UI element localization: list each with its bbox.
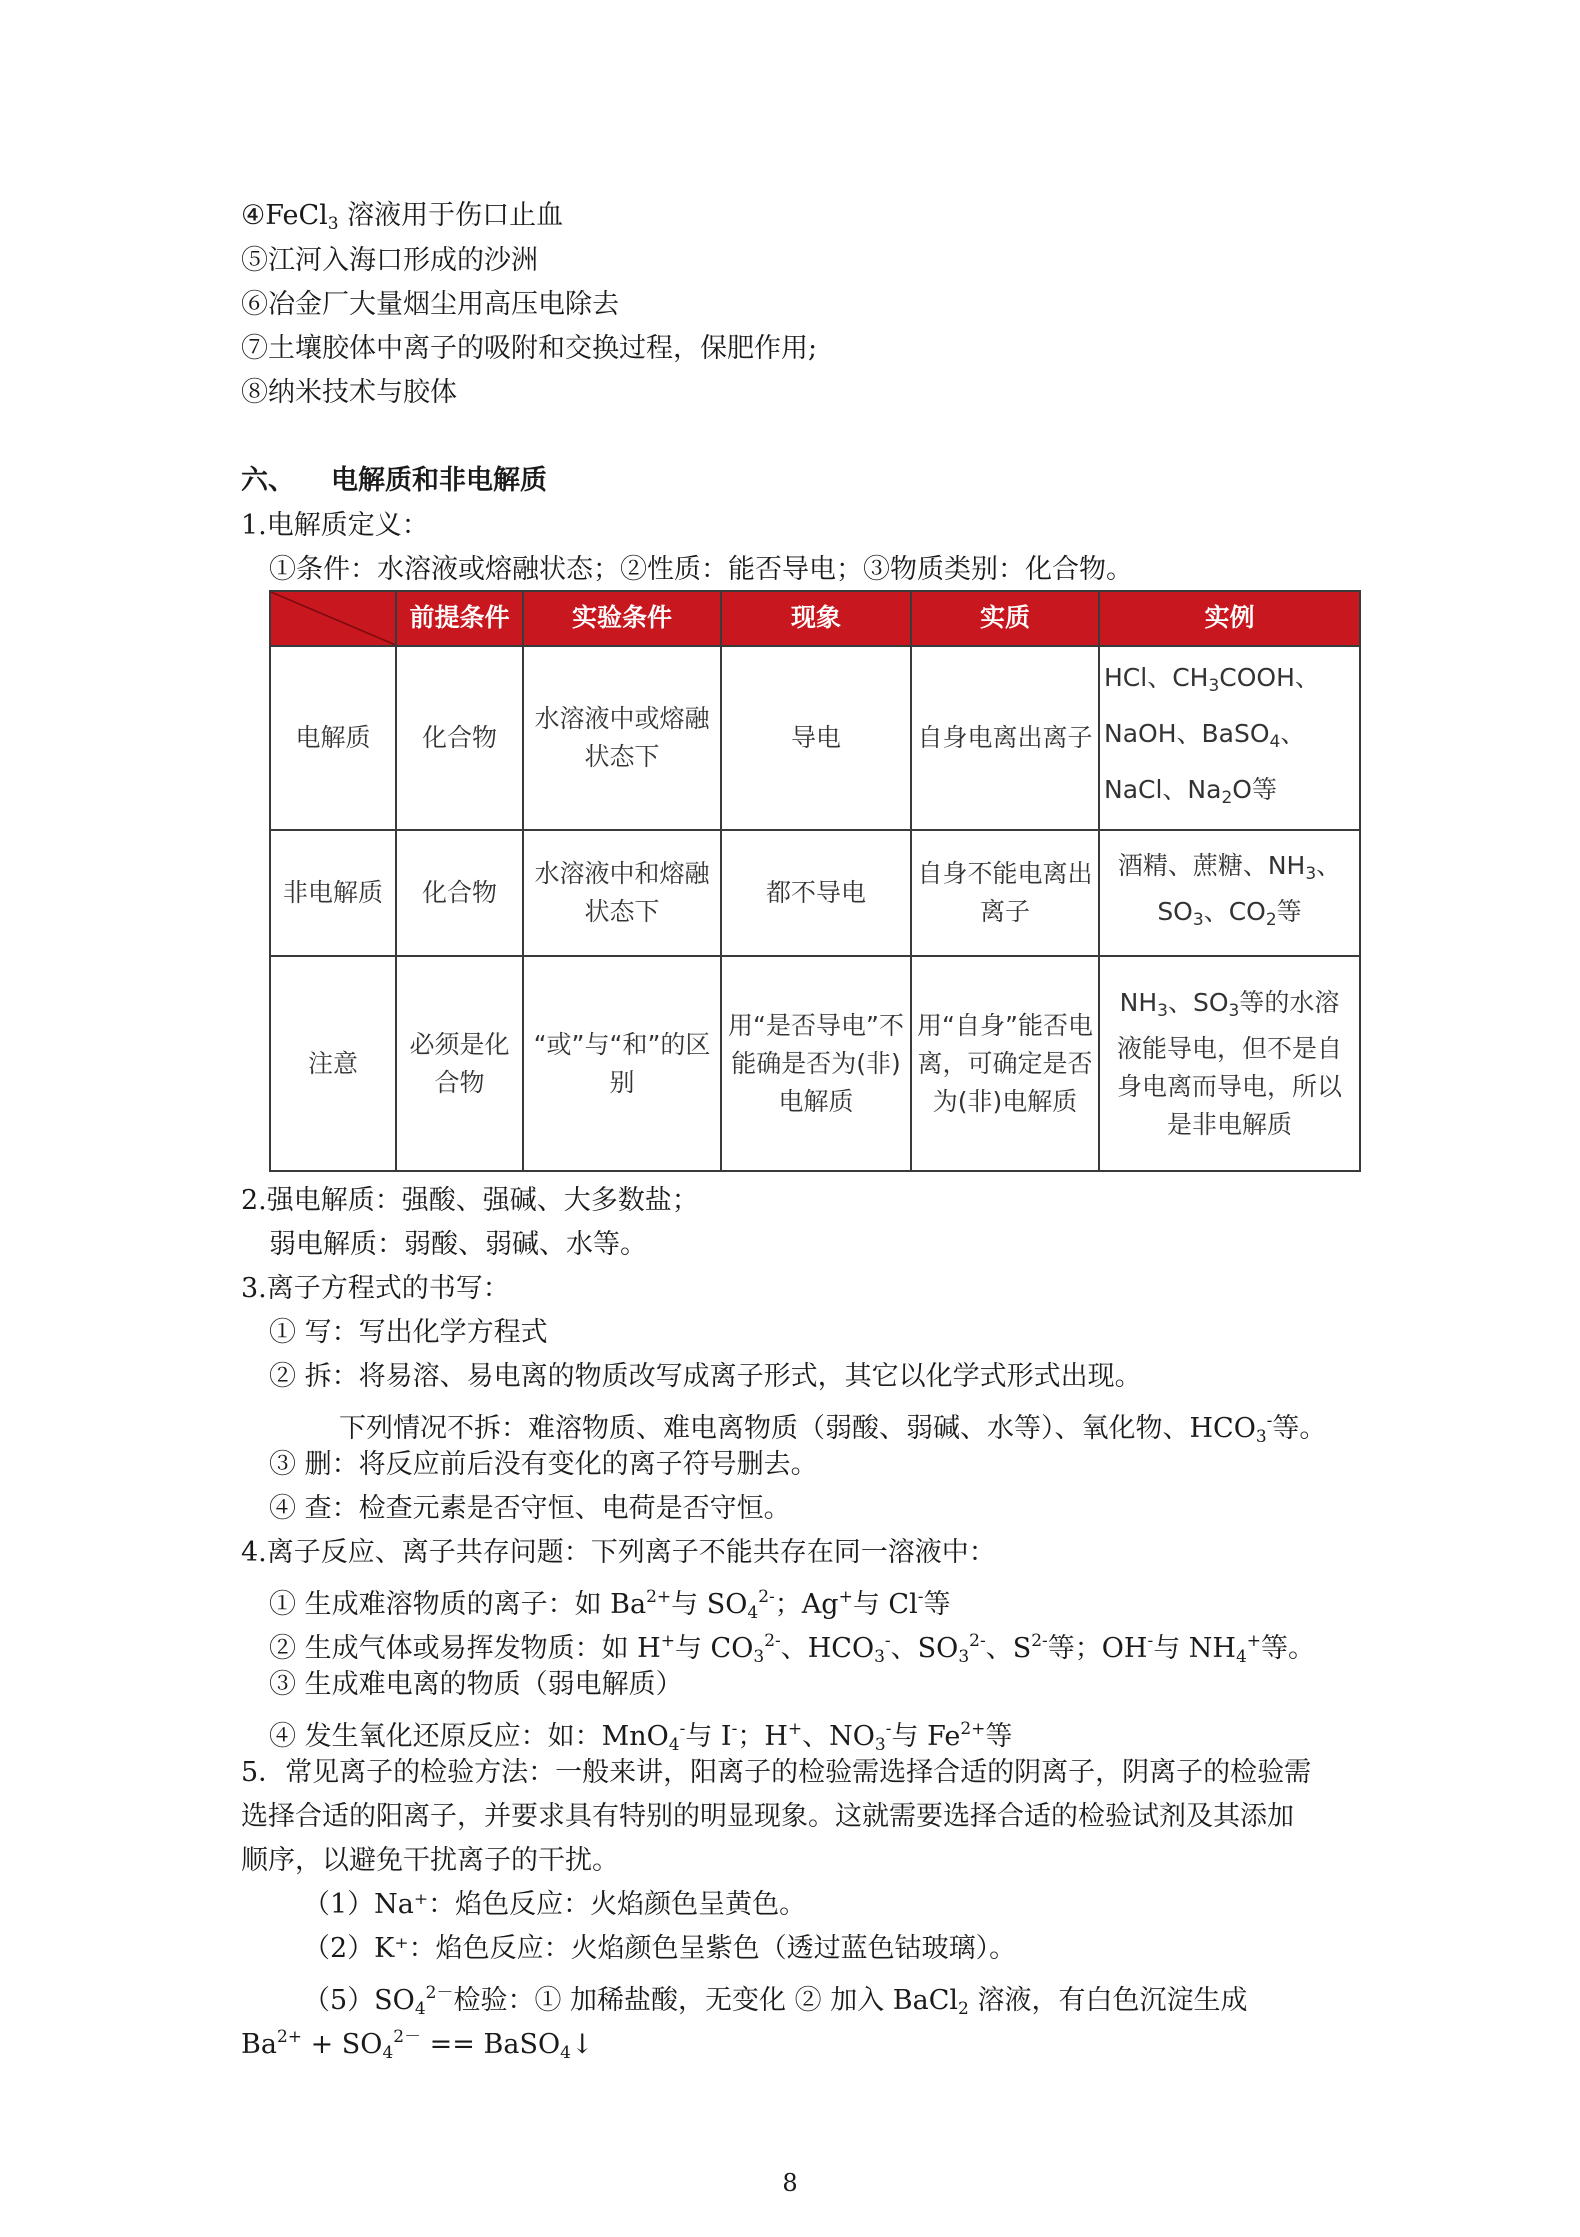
example-line: $SO_3$、$CO_2$等: [1157, 897, 1302, 931]
table-cell: 都不导电: [721, 830, 911, 956]
table-header-cell: 现象: [721, 591, 911, 646]
table-cell: 化合物: [396, 646, 523, 831]
ionic-equation-title: 3.离子方程式的书写：: [241, 1273, 510, 1304]
table-row: [270, 830, 1360, 956]
example-line: $NH_3$、$SO_3$等的水溶: [1119, 987, 1340, 1021]
detect-para-line-1: 5．常见离子的检验方法：一般来讲，阳离子的检验需选择合适的阴离子，阴离子的检验需: [241, 1757, 1312, 1788]
ionic-step-1: ① 写：写出化学方程式: [269, 1317, 548, 1348]
row-label: 非电解质: [270, 830, 396, 956]
coexist-item-2: ② 生成气体或易挥发物质：如 H+与 $CO_3^{2-}$、$HCO_3^-$、$SO_3^{2-}$、$S^{2-}$等；OH-与 $NH_4^+$等。: [269, 1631, 1316, 1667]
ionic-step-2: ② 拆：将易溶、易电离的物质改写成离子形式，其它以化学式形式出现。: [269, 1361, 1142, 1392]
list-item-7: ⑦土壤胶体中离子的吸附和交换过程，保肥作用;: [241, 333, 818, 364]
detect-para-line-2: 选择合适的阳离子，并要求具有特别的明显现象。这就需要选择合适的检验试剂及其添加: [241, 1801, 1294, 1832]
example-cell: [1099, 956, 1360, 1171]
list-item-8: ⑧纳米技术与胶体: [241, 377, 457, 408]
table-cell: 用“是否导电”不能确是否为(非)电解质: [721, 956, 911, 1171]
table-cell: 导电: [721, 646, 911, 831]
list-item-5: ⑤江河入海口形成的沙洲: [241, 245, 538, 276]
table-row: [270, 956, 1360, 1171]
ionic-step-2-note: 下列情况不拆：难溶物质、难电离物质（弱酸、弱碱、水等）、氧化物、$HCO_3^-$等。: [339, 1411, 1327, 1447]
table-cell: 化合物: [396, 830, 523, 956]
page-number: 8: [782, 2169, 798, 2197]
example-line: NaCl、$Na_2O$等: [1104, 775, 1277, 809]
example-line: 酒精、蔗糖、$NH_3$、: [1117, 851, 1342, 885]
strong-electrolyte: 2.强电解质：强酸、强碱、大多数盐；: [241, 1185, 699, 1216]
table-header-cell: 前提条件: [396, 591, 523, 646]
table-cell: 必须是化合物: [396, 956, 523, 1171]
table-cell: 水溶液中或熔融状态下: [523, 646, 721, 831]
definition-title: 1.电解质定义：: [241, 510, 429, 541]
example-cell: [1099, 830, 1360, 956]
table-header-cell: 实验条件: [523, 591, 721, 646]
table-cell: 自身电离出离子: [911, 646, 1099, 831]
list-item-4: ④FeCl$_3$ 溶液用于伤口止血: [241, 200, 564, 234]
table-cell: 水溶液中和熔融状态下: [523, 830, 721, 956]
example-line: NaOH、BaSO$_4$、: [1104, 719, 1306, 753]
weak-electrolyte: 弱电解质：弱酸、弱碱、水等。: [269, 1229, 647, 1260]
example-line: 是非电解质: [1166, 1109, 1292, 1139]
ionic-step-4: ④ 查：检查元素是否守恒、电荷是否守恒。: [269, 1493, 791, 1524]
diagonal-line-icon: [271, 592, 395, 645]
detect-k: （2）K⁺：焰色反应：火焰颜色呈紫色（透过蓝色钴玻璃）。: [303, 1933, 1017, 1964]
row-label: 注意: [270, 956, 396, 1171]
example-line: 液能导电，但不是自: [1116, 1033, 1342, 1063]
table-header-cell: 实质: [911, 591, 1099, 646]
coexist-item-4: ④ 发生氧化还原反应：如：MnO$_4$-与 I-；H+、$NO_3^-$与 $Fe^{2+}$等: [269, 1719, 1013, 1755]
detect-para-line-3: 顺序，以避免干扰离子的干扰。: [241, 1845, 619, 1876]
table-cell: 自身不能电离出离子: [911, 830, 1099, 956]
section-heading: 六、 电解质和非电解质: [241, 465, 547, 496]
row-label: 电解质: [270, 646, 396, 831]
definition-conditions: ①条件：水溶液或熔融状态；②性质：能否导电；③物质类别：化合物。: [269, 554, 1133, 585]
list-item-6: ⑥冶金厂大量烟尘用高压电除去: [241, 289, 619, 320]
electrolyte-table: [269, 590, 1361, 1172]
coexist-item-1: ① 生成难溶物质的离子：如 $Ba^{2+}$与 $SO_4^{2-}$；Ag+与 Cl-等: [269, 1587, 951, 1623]
coexist-item-3: ③ 生成难电离的物质（弱电解质）: [269, 1669, 683, 1700]
detect-so4-equation: $Ba^{2+} + SO_4^{2-}$ == BaSO$_4$↓: [241, 2027, 594, 2063]
table-row: [270, 646, 1360, 831]
table-header-row: [270, 591, 1360, 646]
example-line: HCl、$CH_3COOH$、: [1104, 663, 1320, 697]
detect-so4: $(5)SO_4^{2-}$检验：① 加稀盐酸，无变化 ② 加入 BaCl$_2$ 溶液，有白色沉淀生成: [303, 1983, 1248, 2019]
example-cell: [1099, 646, 1360, 831]
example-line: 身电离而导电，所以: [1116, 1071, 1342, 1101]
table-corner-cell: [270, 591, 396, 646]
table-cell: “或”与“和”的区别: [523, 956, 721, 1171]
table-cell: 用“自身”能否电离，可确定是否为(非)电解质: [911, 956, 1099, 1171]
table-header-cell: 实例: [1099, 591, 1360, 646]
coexist-title: 4.离子反应、离子共存问题：下列离子不能共存在同一溶液中：: [241, 1537, 996, 1568]
ionic-step-3: ③ 删：将反应前后没有变化的离子符号删去。: [269, 1449, 818, 1480]
detect-na: （1）Na⁺：焰色反应：火焰颜色呈黄色。: [303, 1889, 807, 1920]
